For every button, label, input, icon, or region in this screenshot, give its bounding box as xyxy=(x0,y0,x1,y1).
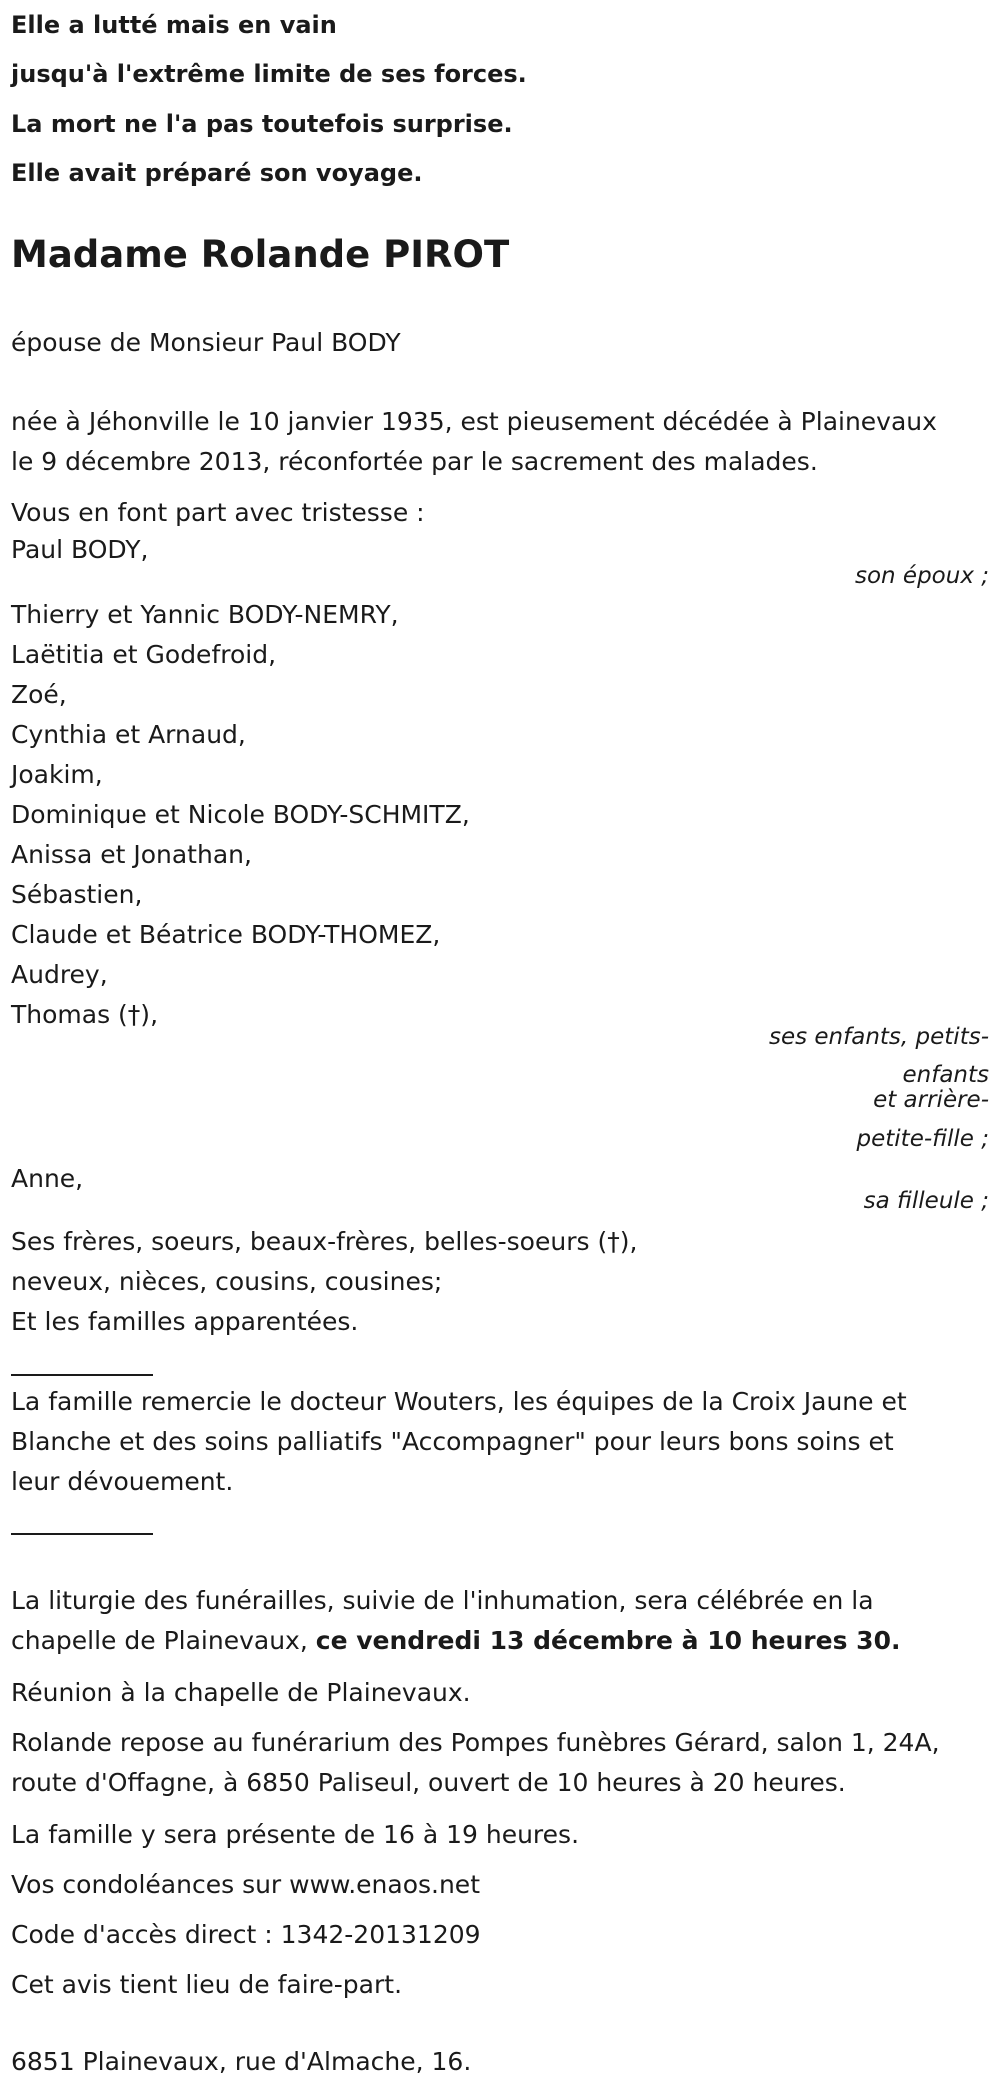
funeral-date: ce vendredi 13 décembre à 10 heures 30. xyxy=(315,1626,901,1655)
children-relation: et arrière- xyxy=(873,1087,989,1113)
children-item: Sébastien, xyxy=(11,880,143,909)
spouse-line: épouse de Monsieur Paul BODY xyxy=(11,328,401,357)
announce-intro: Vous en font part avec tristesse : xyxy=(11,498,425,527)
poem-line: Elle a lutté mais en vain xyxy=(11,11,337,39)
children-item: Audrey, xyxy=(11,960,108,989)
husband-relation: son époux ; xyxy=(854,563,989,589)
children-item: Anissa et Jonathan, xyxy=(11,840,252,869)
poem-line: jusqu'à l'extrême limite de ses forces. xyxy=(11,60,527,88)
family-line: neveux, nièces, cousins, cousines; xyxy=(11,1267,443,1296)
children-item: Joakim, xyxy=(11,760,103,789)
notice-line: Cet avis tient lieu de faire-part. xyxy=(11,1970,403,1999)
children-item: Laëtitia et Godefroid, xyxy=(11,640,277,669)
deceased-name: Madame Rolande PIROT xyxy=(11,233,510,276)
thanks-line: leur dévouement. xyxy=(11,1467,234,1496)
family-line: Ses frères, soeurs, beaux-frères, belles-soeurs (†), xyxy=(11,1227,638,1256)
children-relation: ses enfants, petits- xyxy=(768,1024,989,1050)
thanks-line: Blanche et des soins palliatifs "Accompagner" pour leurs bons soins et xyxy=(11,1427,894,1456)
family-line: Et les familles apparentées. xyxy=(11,1307,359,1336)
children-item: Thierry et Yannic BODY-NEMRY, xyxy=(11,600,399,629)
children-relation: enfants xyxy=(902,1062,989,1088)
children-item: Thomas (†), xyxy=(11,1000,159,1029)
funeral-line xyxy=(11,1624,900,1658)
children-item: Dominique et Nicole BODY-SCHMITZ, xyxy=(11,800,470,829)
children-item: Zoé, xyxy=(11,680,67,709)
poem-line: La mort ne l'a pas toutefois surprise. xyxy=(11,110,513,138)
thanks-line: La famille remercie le docteur Wouters, les équipes de la Croix Jaune et xyxy=(11,1387,907,1416)
meeting-line: Réunion à la chapelle de Plainevaux. xyxy=(11,1678,471,1707)
birth-death-line: née à Jéhonville le 10 janvier 1935, est pieusement décédée à Plainevaux xyxy=(11,407,937,436)
birth-death-line: le 9 décembre 2013, réconfortée par le sacrement des malades. xyxy=(11,447,818,476)
poem-line: Elle avait préparé son voyage. xyxy=(11,159,423,187)
condolences-line: Vos condoléances sur www.enaos.net xyxy=(11,1870,480,1899)
access-code-line: Code d'accès direct : 1342-20131209 xyxy=(11,1920,481,1949)
children-relation: petite-fille ; xyxy=(856,1126,989,1152)
goddaughter-name: Anne, xyxy=(11,1164,84,1193)
separator-line xyxy=(11,1533,153,1535)
funeral-location: chapelle de Plainevaux, xyxy=(11,1626,316,1655)
husband-name: Paul BODY, xyxy=(11,535,149,564)
funeral-line: La liturgie des funérailles, suivie de l'inhumation, sera célébrée en la xyxy=(11,1586,874,1615)
goddaughter-relation: sa filleule ; xyxy=(863,1188,989,1214)
separator-line xyxy=(11,1374,153,1376)
repose-line: Rolande repose au funérarium des Pompes funèbres Gérard, salon 1, 24A, xyxy=(11,1728,940,1757)
children-item: Cynthia et Arnaud, xyxy=(11,720,246,749)
address-line: 6851 Plainevaux, rue d'Almache, 16. xyxy=(11,2047,472,2076)
presence-line: La famille y sera présente de 16 à 19 heures. xyxy=(11,1820,580,1849)
repose-line: route d'Offagne, à 6850 Paliseul, ouvert de 10 heures à 20 heures. xyxy=(11,1768,846,1797)
children-item: Claude et Béatrice BODY-THOMEZ, xyxy=(11,920,441,949)
